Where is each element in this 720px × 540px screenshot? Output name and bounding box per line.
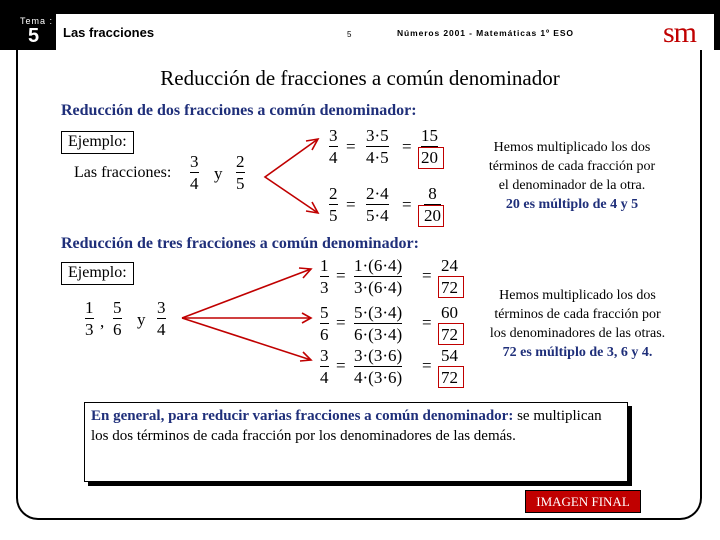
section1-joiner: y (214, 164, 223, 183)
section2-row1-multiplied: 1·(6·4) 3·(6·4) (354, 256, 403, 297)
section2-row1-fraction: 1 3 (320, 256, 329, 297)
section1-arrow-down-head (306, 202, 318, 213)
equals-sign: = (336, 266, 346, 285)
equals-sign: = (336, 356, 346, 375)
equals-sign: = (346, 137, 356, 156)
section1-arrow-up-head (306, 139, 318, 150)
final-image-button[interactable]: IMAGEN FINAL (525, 490, 641, 513)
general-rule-box (84, 402, 628, 482)
unit-title: Las fracciones (63, 25, 155, 40)
section2-row1-result: 24 72 (441, 256, 458, 297)
section1-row1-fraction: 3 4 (329, 126, 338, 167)
equals-sign: = (336, 313, 346, 332)
section2-arrow-top (182, 269, 311, 318)
section2-arrow-bottom (182, 318, 311, 360)
section1-row2-result: 8 20 (424, 184, 441, 225)
section2-row2-multiplied: 5·(3·4) 6·(3·4) (354, 303, 403, 344)
section2-joiner: y (137, 310, 146, 329)
equals-sign: = (422, 356, 432, 375)
section1-row1-result: 15 20 (421, 126, 438, 167)
tema-number: 5 (28, 25, 40, 47)
general-rule-lead: En general, para reducir varias fracciones a común denominador: (91, 408, 514, 424)
section2-comma: , (100, 312, 105, 331)
section1-arrow-up (265, 139, 318, 213)
section2-heading: Reducción de tres fracciones a común denominador: (61, 235, 419, 252)
section2-note: Hemos multiplicado los dos términos de cada fracción por los denominadores de las otras. 72 es múltiplo de 3, 6 y 4. (489, 288, 666, 360)
section2-row3-multiplied: 3·(3·6) 4·(3·6) (354, 346, 403, 387)
equals-sign: = (422, 266, 432, 285)
equals-sign: = (422, 313, 432, 332)
section1-row2-fraction: 2 5 (329, 184, 338, 225)
section1-given-fraction-2: 2 5 (236, 152, 245, 193)
section1-given-fraction-1: 3 4 (190, 152, 199, 193)
general-rule-body: se multiplican los dos términos de cada fracción por los denominadores de las demás. (91, 408, 602, 444)
section2-given-fraction-2: 5 6 (113, 298, 122, 339)
section2-row2-fraction: 5 6 (320, 303, 329, 344)
section1-row2-multiplied: 2·4 5·4 (366, 184, 389, 225)
equals-sign: = (402, 195, 412, 214)
section2-row2-result: 60 72 (441, 303, 458, 344)
section2-example-label: Ejemplo: (61, 262, 134, 285)
equals-sign: = (402, 137, 412, 156)
section2-given-fraction-1: 1 3 (85, 298, 94, 339)
page-number: 5 (347, 30, 352, 39)
section1-example-label: Ejemplo: (61, 131, 134, 154)
page-title: Reducción de fracciones a común denominador (160, 66, 560, 90)
tema-label: Tema : (20, 16, 54, 26)
section1-note: Hemos multiplicado los dos términos de cada fracción por el denominador de la otra. 20 es múltiplo de 4 y 5 (488, 140, 656, 212)
section1-row1-multiplied: 3·5 4·5 (366, 126, 389, 167)
publisher-logo-text: sm (663, 16, 697, 49)
section1-given-label: Las fracciones: (74, 164, 172, 181)
section2-given-fraction-3: 3 4 (157, 298, 166, 339)
book-title: Números 2001 - Matemáticas 1º ESO (397, 28, 574, 38)
section2-row3-result: 54 72 (441, 346, 458, 387)
section2-row3-fraction: 3 4 (320, 346, 329, 387)
section1-heading: Reducción de dos fracciones a común denominador: (61, 102, 417, 119)
equals-sign: = (346, 195, 356, 214)
